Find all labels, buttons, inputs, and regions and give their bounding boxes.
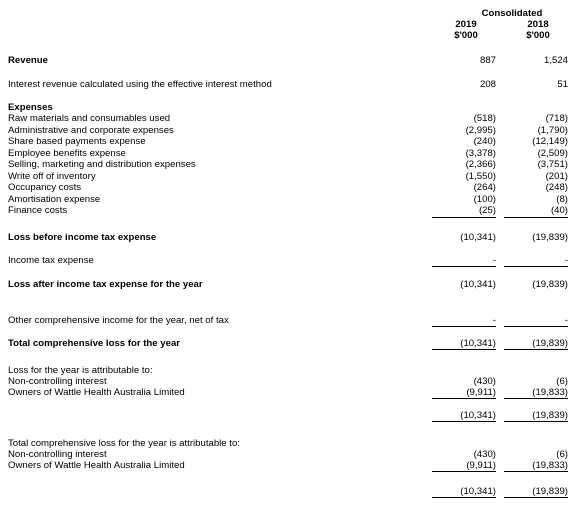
- total-comprehensive-2018: (19,839): [532, 338, 568, 349]
- total-comprehensive-rule-2018: [504, 349, 568, 350]
- attr-loss-owners-2018: (19,833): [532, 387, 568, 398]
- attr-loss-total-rule-2018: [504, 421, 568, 422]
- oci-rule-2018: [504, 326, 568, 327]
- attr-total-owners-2019: (9,911): [466, 460, 496, 471]
- attr-loss-owners-2019: (9,911): [466, 387, 496, 398]
- income-tax-label: Income tax expense: [8, 255, 94, 266]
- income-tax-rule-2018: [504, 266, 568, 267]
- attr-total-total-rule-2018: [504, 497, 568, 498]
- interest-label: Interest revenue calculated using the effective interest method: [8, 79, 272, 90]
- attr-loss-total-rule-2019: [432, 421, 496, 422]
- expense-label: Occupancy costs: [8, 182, 82, 193]
- oci-rule-2019: [432, 326, 496, 327]
- expenses-heading: Expenses: [8, 102, 53, 113]
- unit-2018-heading: $'000: [526, 30, 550, 41]
- interest-2019: 208: [479, 79, 496, 90]
- expense-label: Raw materials and consumables used: [8, 113, 171, 124]
- total-comprehensive-rule-2019: [432, 349, 496, 350]
- loss-after-tax-2019: (10,341): [460, 279, 496, 290]
- attr-total-heading: Total comprehensive loss for the year is attributable to:: [8, 438, 240, 449]
- expense-label: Share based payments expense: [8, 136, 146, 147]
- attr-loss-total-2019: (10,341): [460, 410, 496, 421]
- income-tax-rule-2019: [432, 266, 496, 267]
- attr-loss-rule-2018: [504, 398, 568, 399]
- expense-2019: (2,366): [465, 159, 496, 170]
- attr-total-nci-label: Non-controlling interest: [8, 449, 107, 460]
- expense-label: Administrative and corporate expenses: [8, 124, 174, 136]
- interest-2018: 51: [557, 79, 568, 90]
- income-tax-2019: -: [492, 255, 496, 266]
- expense-2018: (8): [556, 193, 568, 205]
- expense-2019: (518): [473, 113, 496, 124]
- loss-after-tax-label: Loss after income tax expense for the year: [8, 279, 203, 290]
- loss-before-tax-label: Loss before income tax expense: [8, 232, 157, 243]
- consolidated-heading: Consolidated: [481, 8, 543, 19]
- expense-2018: (2,509): [537, 147, 568, 159]
- attr-loss-owners-label: Owners of Wattle Health Australia Limited: [8, 387, 185, 398]
- expense-2018: (3,751): [537, 159, 568, 170]
- attr-total-total-2018: (19,839): [532, 486, 568, 497]
- expenses-rule-2018: [504, 217, 568, 218]
- attr-loss-nci-2018: (6): [556, 376, 568, 387]
- expense-2018: (718): [545, 113, 568, 124]
- expense-2018: (201): [545, 170, 568, 182]
- loss-before-tax-2018: (19,839): [532, 232, 568, 243]
- year-2019-heading: 2019: [455, 19, 477, 30]
- expense-label: Write off of inventory: [8, 170, 96, 182]
- year-2018-heading: 2018: [527, 19, 549, 30]
- expense-2018: (40): [550, 205, 568, 216]
- expense-2018: (1,790): [537, 124, 568, 136]
- oci-label: Other comprehensive income for the year, net of tax: [8, 315, 229, 326]
- expense-label: Amortisation expense: [8, 193, 101, 205]
- attr-loss-heading: Loss for the year is attributable to:: [8, 365, 153, 376]
- total-comprehensive-2019: (10,341): [460, 338, 496, 349]
- loss-before-tax-2019: (10,341): [460, 232, 496, 243]
- attr-total-rule-2019: [432, 471, 496, 472]
- attr-total-rule-2018: [504, 471, 568, 472]
- attr-loss-nci-label: Non-controlling interest: [8, 376, 107, 387]
- expense-2018: (248): [545, 182, 568, 193]
- expense-2019: (240): [473, 136, 496, 147]
- unit-2019-heading: $'000: [454, 30, 478, 41]
- expense-label: Employee benefits expense: [8, 147, 126, 159]
- expense-2019: (1,550): [465, 170, 496, 182]
- loss-after-tax-2018: (19,839): [532, 279, 568, 290]
- total-comprehensive-label: Total comprehensive loss for the year: [8, 338, 181, 349]
- attr-total-total-rule-2019: [432, 497, 496, 498]
- attr-loss-rule-2019: [432, 398, 496, 399]
- expense-label: Finance costs: [8, 205, 68, 216]
- expense-2018: (12,149): [532, 136, 568, 147]
- expense-2019: (100): [473, 193, 496, 205]
- expense-2019: (264): [473, 182, 496, 193]
- oci-2018: -: [564, 315, 568, 326]
- revenue-2019: 887: [479, 55, 496, 66]
- expense-label: Selling, marketing and distribution expenses: [8, 159, 196, 170]
- attr-total-owners-2018: (19,833): [532, 460, 568, 471]
- attr-total-nci-2018: (6): [556, 449, 568, 460]
- attr-loss-total-2018: (19,839): [532, 410, 568, 421]
- attr-total-nci-2019: (430): [473, 449, 496, 460]
- oci-2019: -: [492, 315, 496, 326]
- revenue-label: Revenue: [8, 55, 48, 66]
- attr-total-owners-label: Owners of Wattle Health Australia Limited: [8, 460, 185, 471]
- expenses-rule-2019: [432, 217, 496, 218]
- revenue-2018: 1,524: [543, 55, 568, 66]
- expense-2019: (25): [478, 205, 496, 216]
- attr-loss-nci-2019: (430): [473, 376, 496, 387]
- expense-2019: (3,378): [465, 147, 496, 159]
- expense-2019: (2,995): [465, 124, 496, 136]
- attr-total-total-2019: (10,341): [460, 486, 496, 497]
- income-tax-2018: -: [564, 255, 568, 266]
